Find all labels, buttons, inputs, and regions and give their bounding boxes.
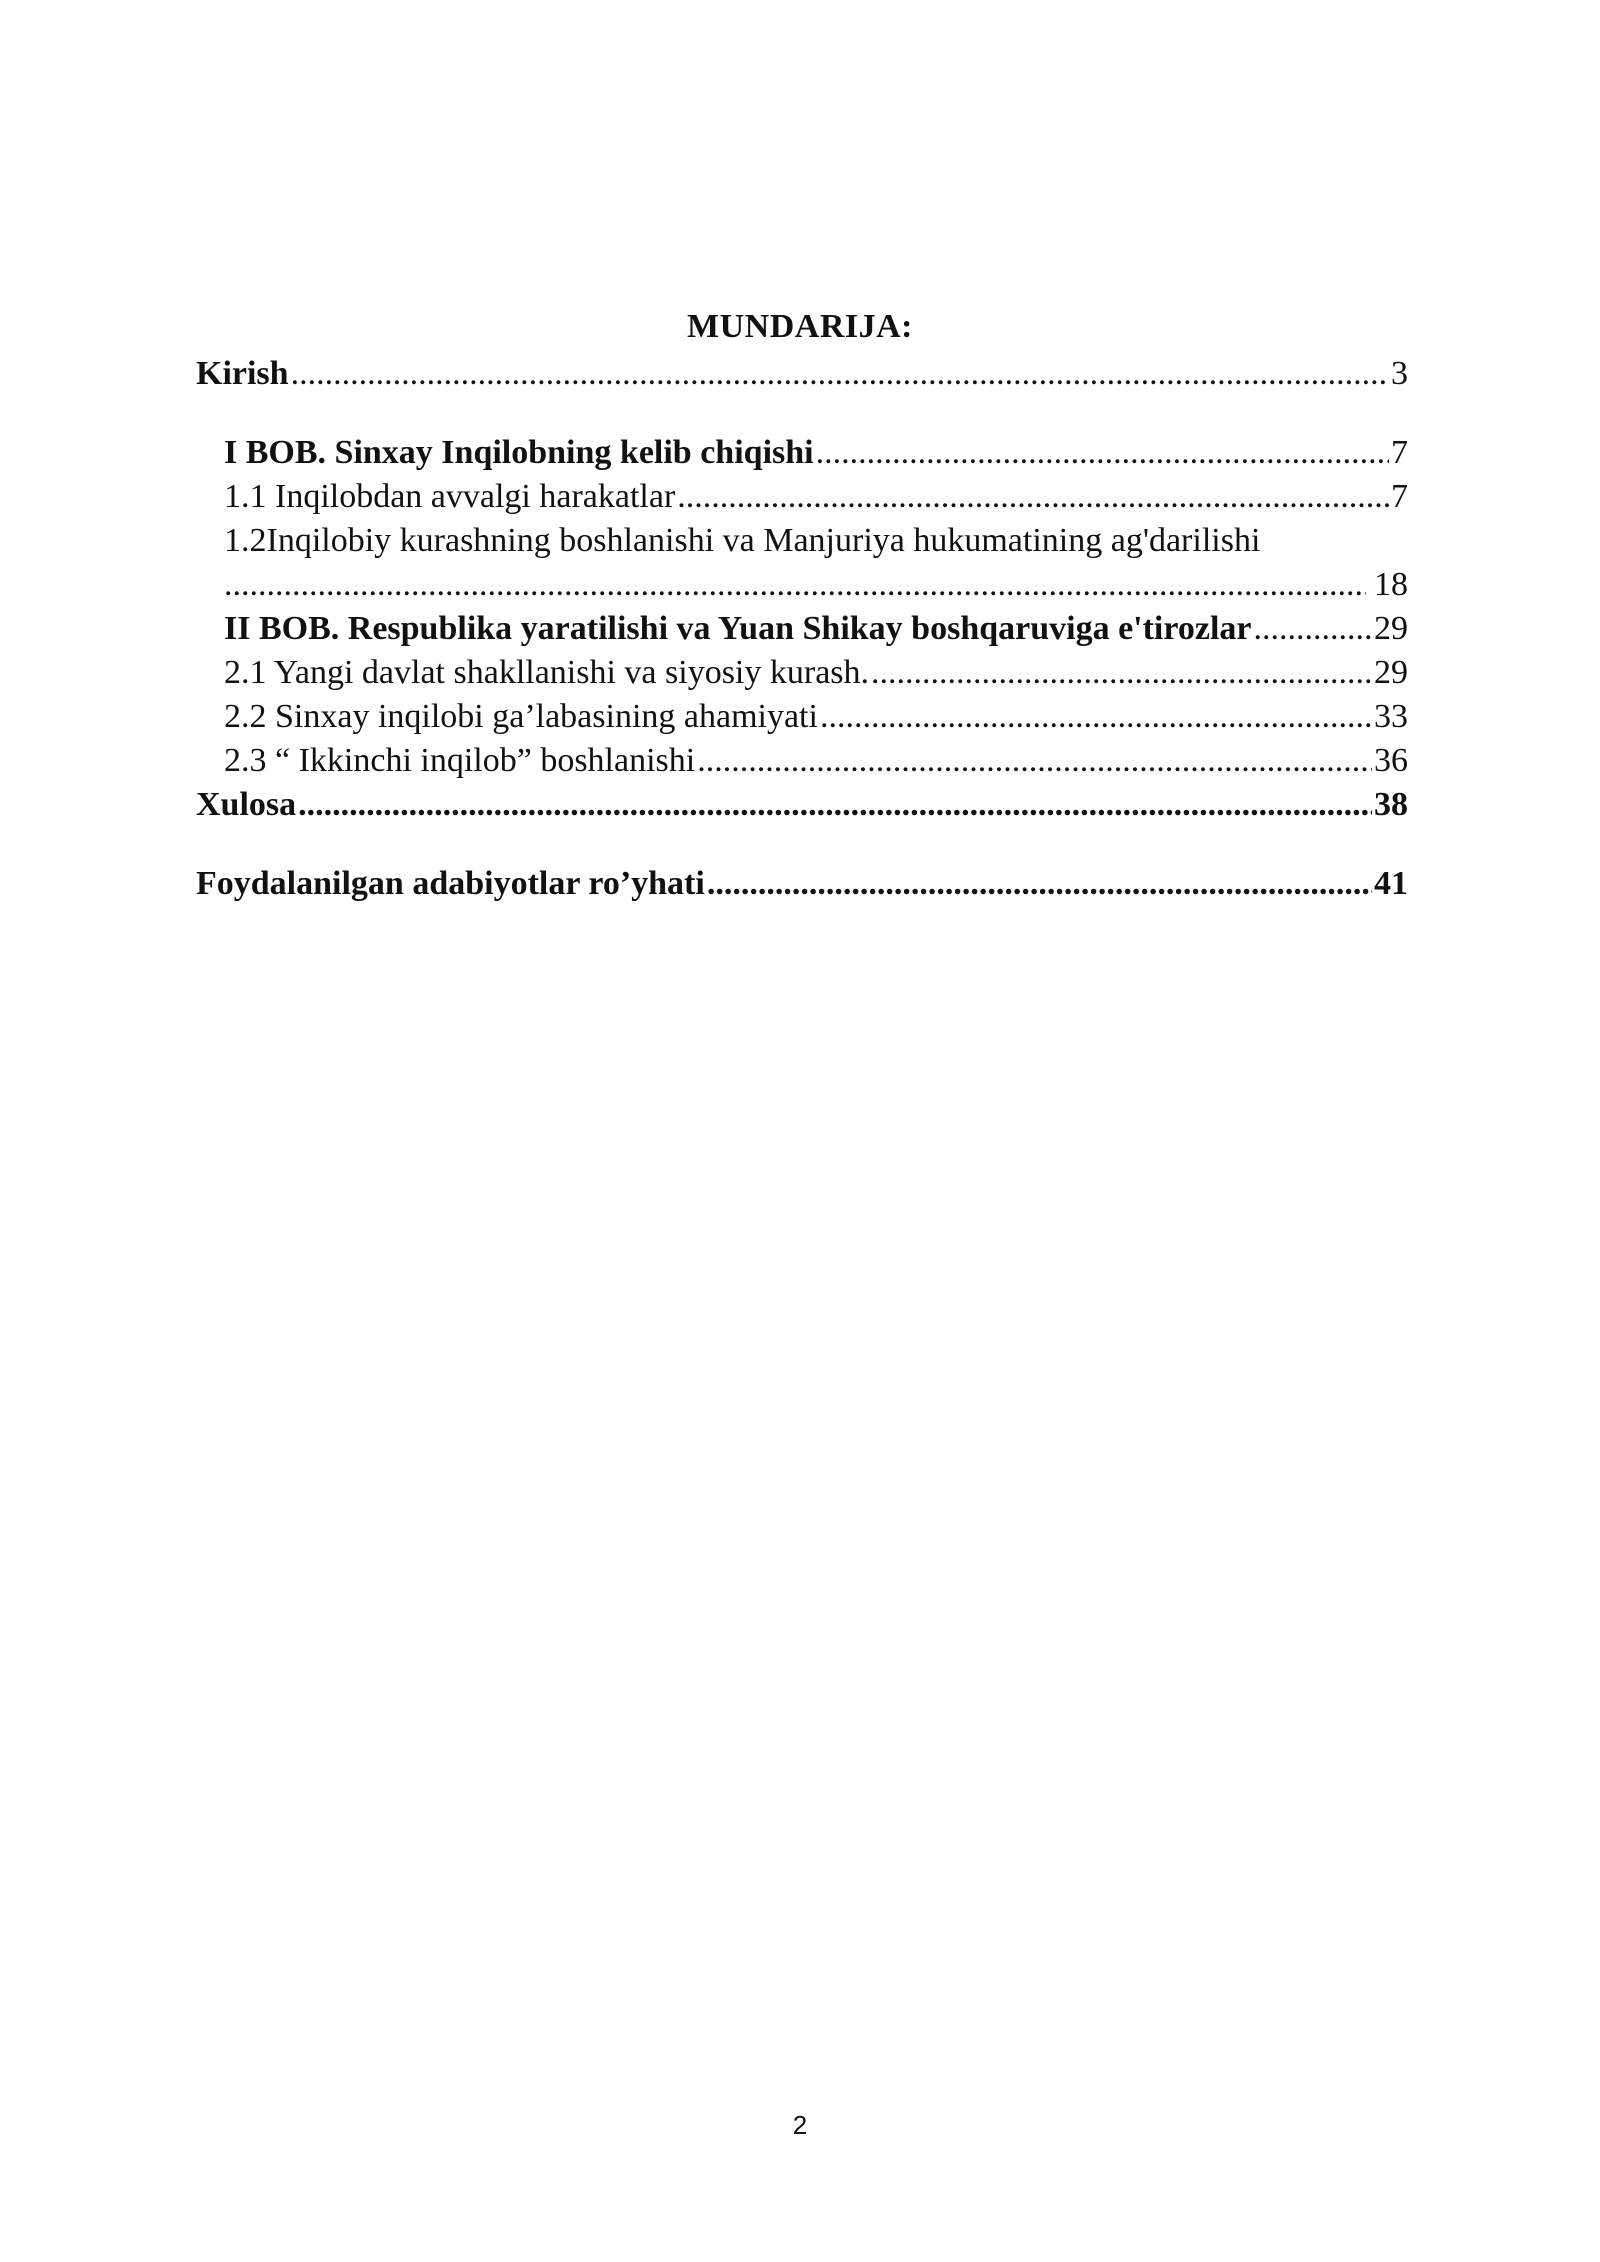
toc-entry-bob1[interactable] [196,431,1408,475]
toc-entry-label: II BOB. Respublika yaratilishi va Yuan Shikay boshqaruviga e'tirozlar [224,610,1252,647]
toc-page-number: 29 [1374,610,1408,647]
dot-leader [707,862,1372,906]
toc-entry-adabiyotlar[interactable] [196,862,1408,906]
page-title: MUNDARIJA: [687,308,913,345]
toc-entry-section-2-1[interactable] [196,651,1408,695]
toc-page-number: 33 [1374,698,1408,735]
toc-entry-xulosa[interactable] [196,783,1408,827]
toc-page-number: 36 [1374,742,1408,779]
dot-leader [697,739,1372,783]
toc-entry-label: 2.3 “ Ikkinchi inqilob” boshlanishi [224,742,696,779]
dot-leader [291,352,1389,396]
toc-page-number: 7 [1391,478,1408,515]
toc-entry-label: Xulosa [196,786,297,823]
dot-leader [820,695,1372,739]
toc-page-number: 38 [1374,786,1408,823]
toc-entry-label: 1.2Inqilobiy kurashning boshlanishi va Manjuriya hukumatining ag'darilishi [224,522,1261,559]
toc-entry-section-2-2[interactable] [196,695,1408,739]
toc-page-number: 41 [1374,865,1408,902]
dot-leader [1254,607,1373,651]
toc-entry-section-1-1[interactable] [196,475,1408,519]
dot-leader [816,431,1389,475]
toc-entry-label: 2.1 Yangi davlat shakllanishi va siyosiy kurash. [224,654,870,691]
toc-entry-label: 1.1 Inqilobdan avvalgi harakatlar [224,478,676,515]
dot-leader [871,651,1372,695]
toc-entry-label: Kirish [196,355,289,392]
table-of-contents [196,352,1408,906]
toc-entry-section-1-2[interactable] [196,519,1408,607]
toc-entry-label: I BOB. Sinxay Inqilobning kelib chiqishi [224,434,814,471]
dot-leader [298,783,1372,827]
toc-page-number: 29 [1374,654,1408,691]
toc-page-number: 7 [1391,434,1408,471]
toc-entry-label: 2.2 Sinxay inqilobi ga’labasining ahamiyati [224,698,818,735]
toc-page-number: 18 [1374,566,1408,603]
page-number: 2 [792,2110,808,2140]
toc-entry-continuation [224,563,1408,607]
toc-entry-bob2[interactable] [196,607,1408,651]
toc-entry-kirish[interactable] [196,352,1408,396]
dot-leader [677,475,1389,519]
dot-leader [224,563,1366,607]
toc-entry-label: Foydalanilgan adabiyotlar ro’yhati [196,865,705,902]
toc-entry-section-2-3[interactable] [196,739,1408,783]
toc-page-number: 3 [1391,355,1408,392]
